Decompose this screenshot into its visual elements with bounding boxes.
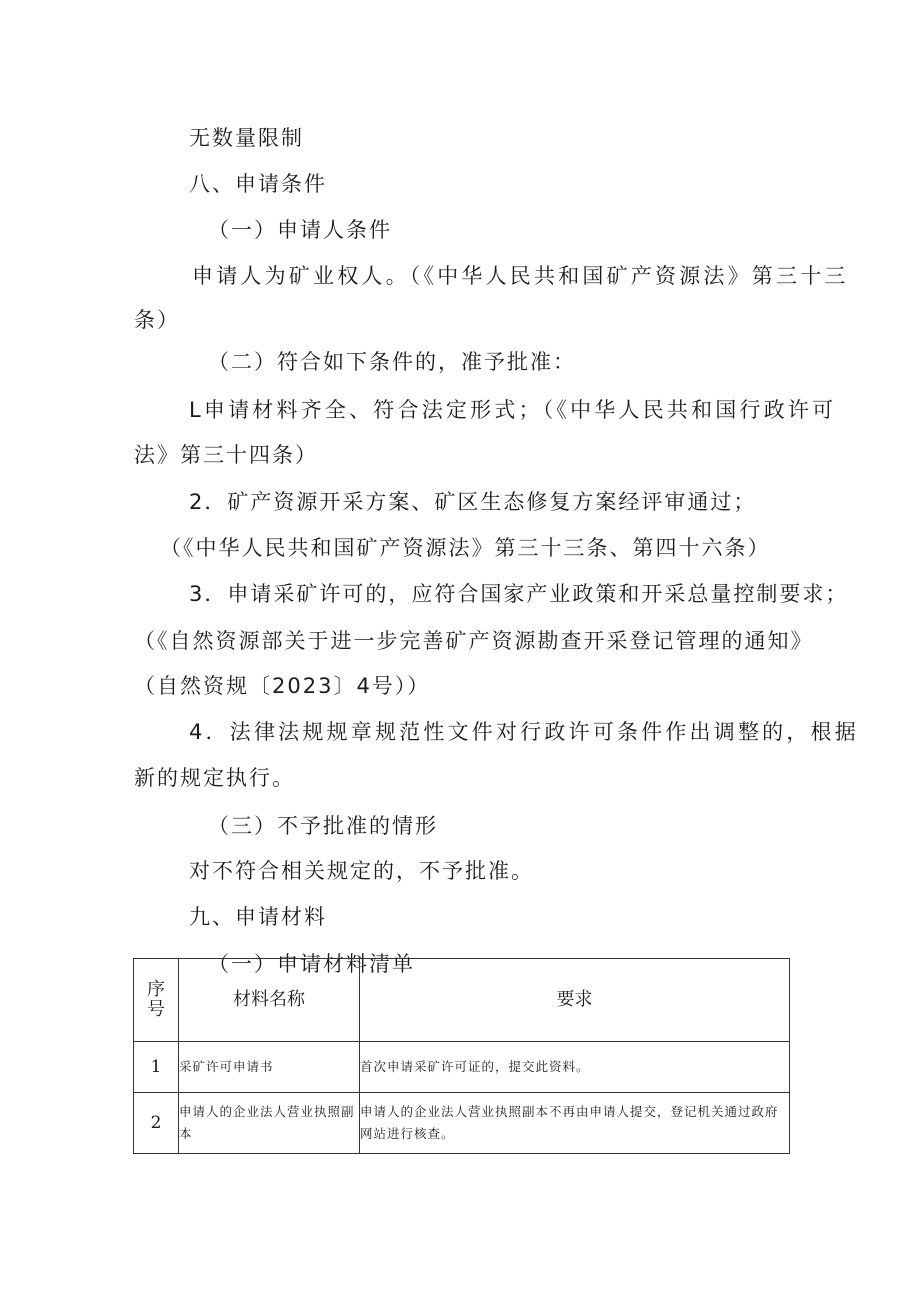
header-seq-1: 序 bbox=[147, 979, 165, 1000]
text-line: 4．法律法规规章规范性文件对行政许可条件作出调整的，根据 bbox=[189, 720, 859, 744]
text-line: 无数量限制 bbox=[189, 126, 304, 150]
text-line: 对不符合相关规定的，不予批准。 bbox=[189, 859, 534, 883]
section-heading: 九、申请材料 bbox=[189, 905, 327, 929]
text-line: 新的规定执行。 bbox=[134, 766, 295, 790]
subsection-heading: （一）申请人条件 bbox=[208, 218, 392, 242]
table-header-row bbox=[134, 959, 790, 1042]
header-seq bbox=[134, 959, 179, 1042]
row-number: 1 bbox=[134, 1042, 179, 1093]
row-material-name: 申请人的企业法人营业执照副本 bbox=[179, 1093, 360, 1154]
materials-table bbox=[133, 958, 790, 1154]
subsection-heading: （一）申请材料清单 bbox=[208, 952, 415, 976]
table-row bbox=[134, 1093, 790, 1154]
text-line: 3．申请采矿许可的，应符合国家产业政策和开采总量控制要求； bbox=[189, 582, 849, 606]
text-line: L申请材料齐全、符合法定形式；（《中华人民共和国行政许可 bbox=[189, 398, 837, 422]
header-requirement: 要求 bbox=[360, 959, 790, 1042]
text-line: （自然资规〔2023〕4号）） bbox=[134, 674, 431, 698]
text-line: 条） bbox=[134, 308, 180, 332]
text-line: 法》第三十四条） bbox=[134, 443, 318, 467]
subsection-heading: （二）符合如下条件的，准予批准： bbox=[208, 350, 576, 374]
text-line: 申请人为矿业权人。（《中华人民共和国矿产资源法》第三十三 bbox=[192, 264, 849, 288]
text-line: （《自然资源部关于进一步完善矿产资源勘查开采登记管理的通知》 bbox=[134, 629, 814, 653]
row-requirement: 申请人的企业法人营业执照副本不再由申请人提交，登记机关通过政府网站进行核查。 bbox=[360, 1093, 790, 1154]
header-seq-2: 号 bbox=[147, 999, 165, 1020]
text-line: 2．矿产资源开采方案、矿区生态修复方案经评审通过； bbox=[189, 490, 757, 514]
row-material-name: 采矿许可申请书 bbox=[179, 1042, 360, 1093]
subsection-heading: （三）不予批准的情形 bbox=[208, 814, 438, 838]
text-line: （《中华人民共和国矿产资源法》第三十三条、第四十六条） bbox=[160, 536, 771, 560]
row-number: 2 bbox=[134, 1093, 179, 1154]
header-name: 材料名称 bbox=[179, 959, 360, 1042]
table-row bbox=[134, 1042, 790, 1093]
row-requirement: 首次申请采矿许可证的，提交此资料。 bbox=[360, 1042, 790, 1093]
section-heading: 八、申请条件 bbox=[189, 172, 327, 196]
